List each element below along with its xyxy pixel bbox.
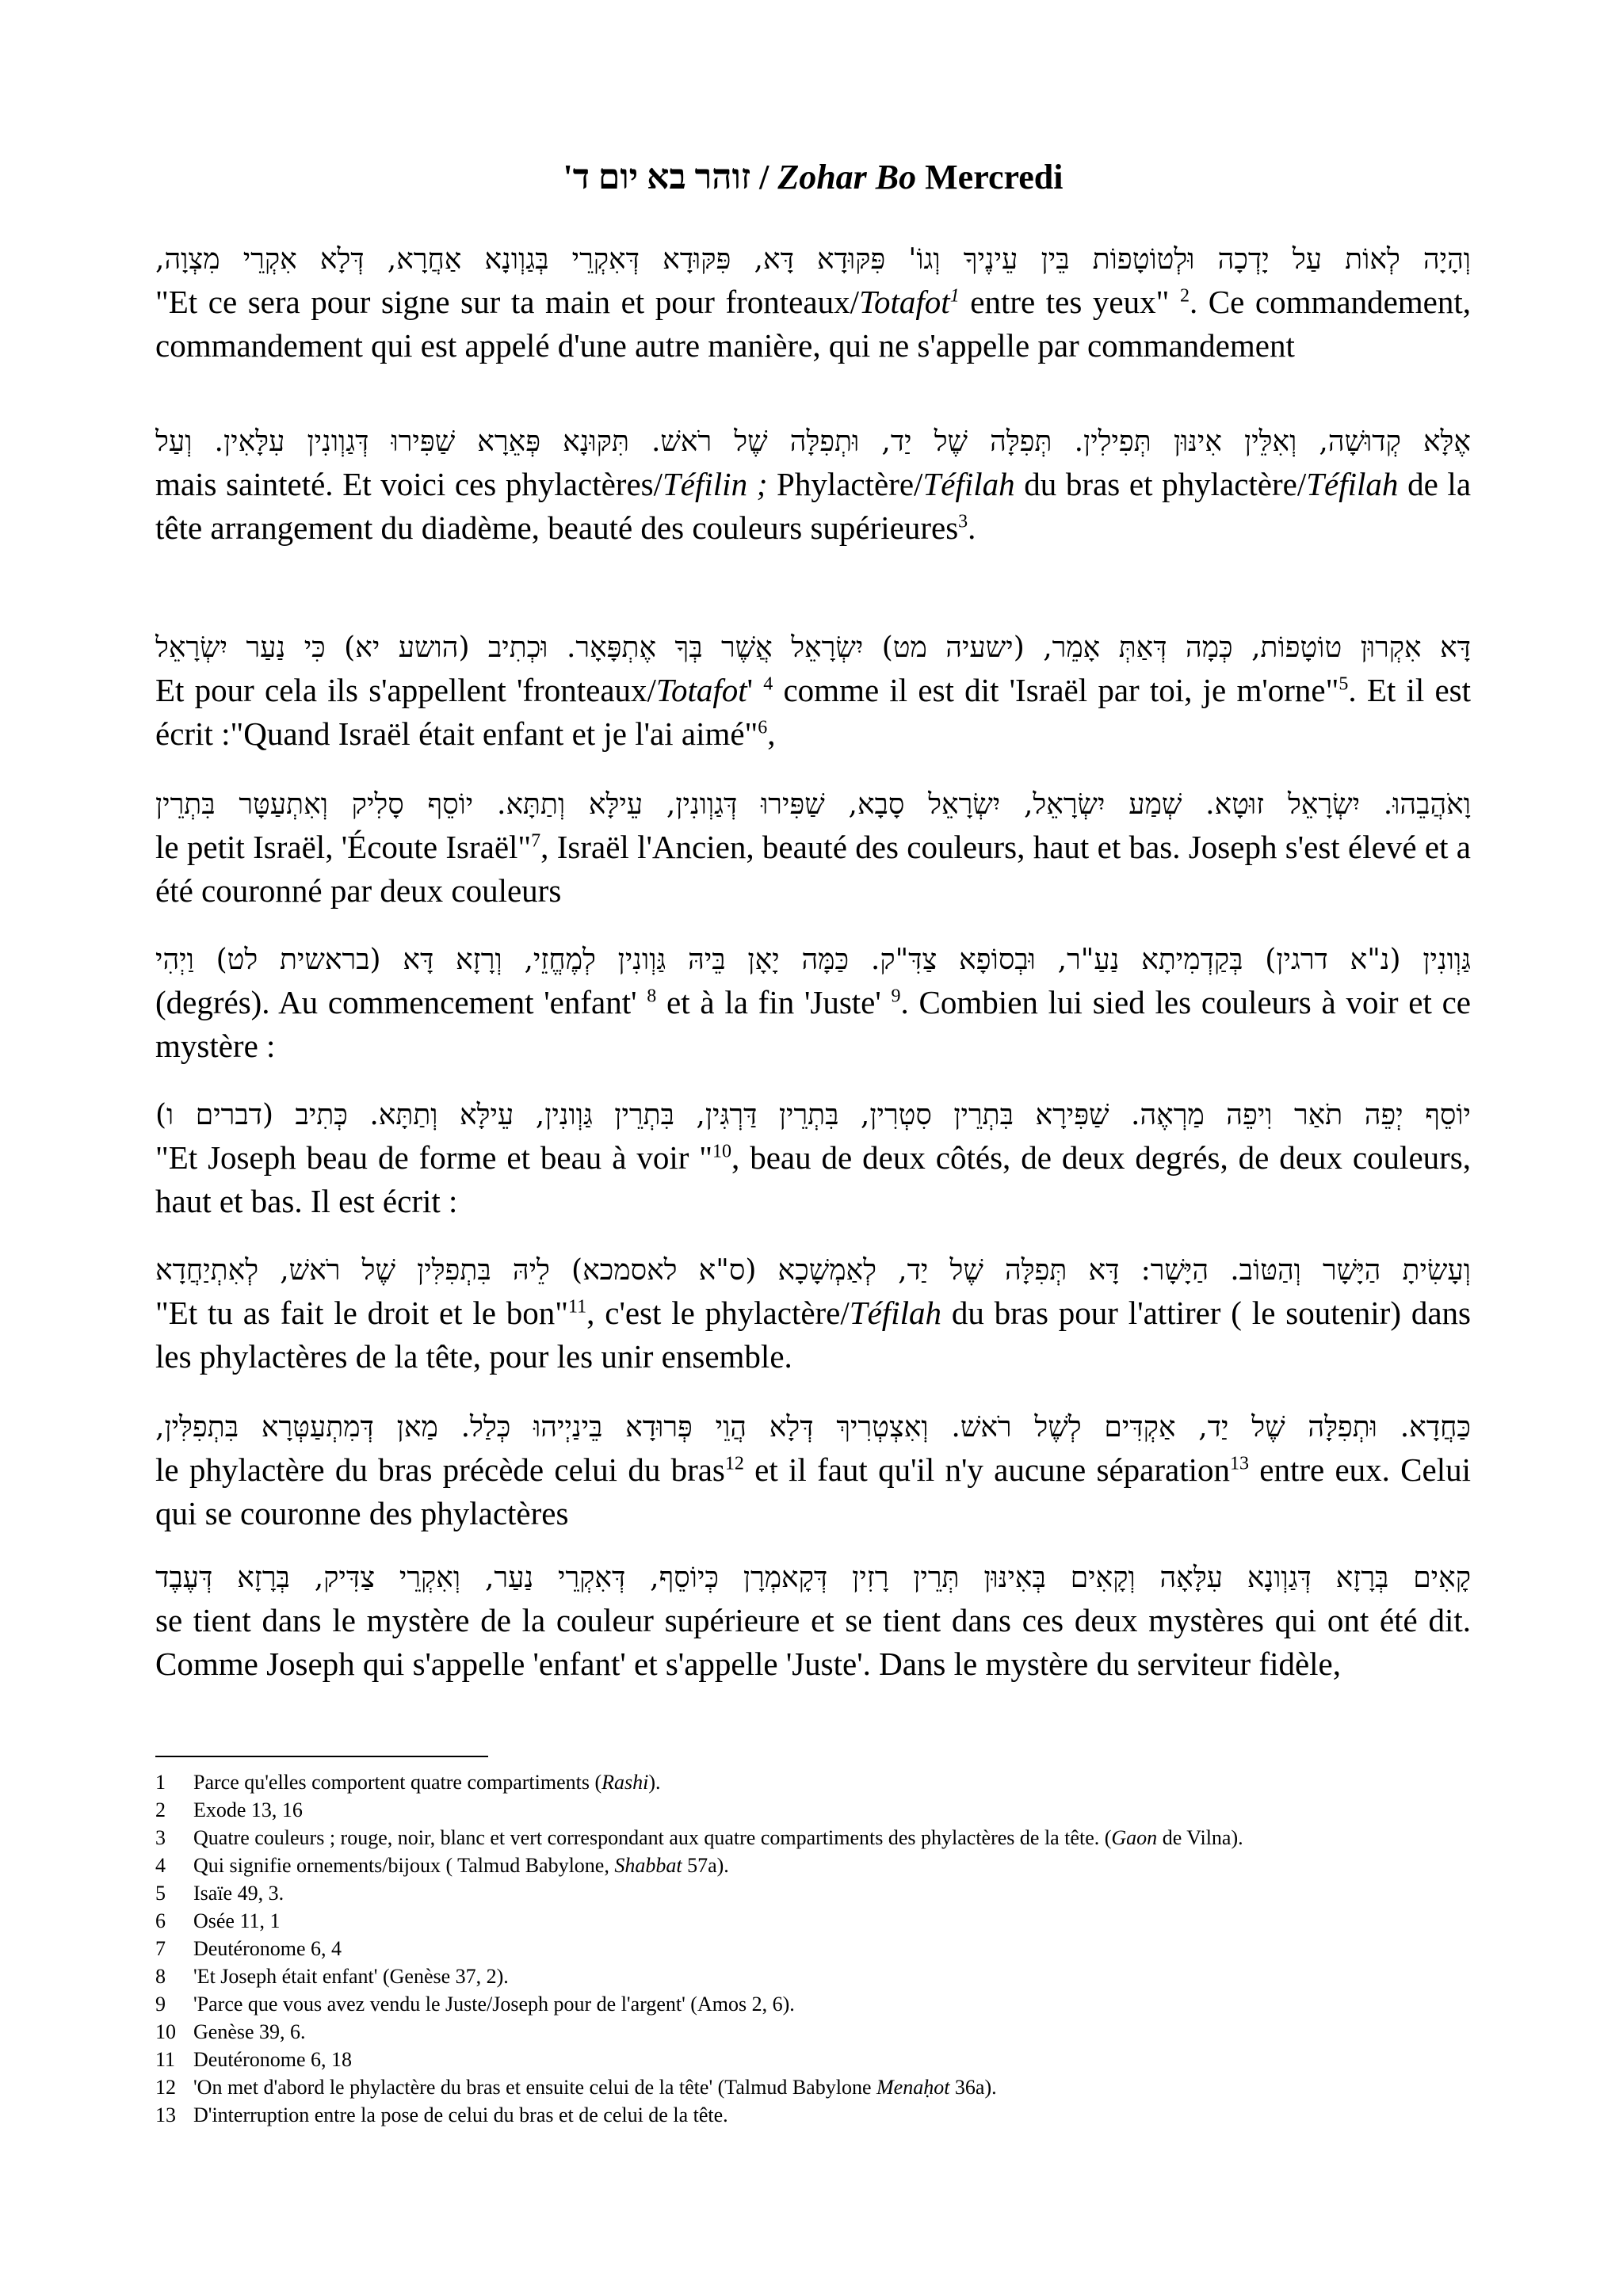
french-text	[155, 1599, 1471, 1686]
footnote-number: 3	[155, 1826, 166, 1849]
text-run: Quatre couleurs ; rouge, noir, blanc et vert correspondant aux quatre compartiments des phylactères de la tête. (	[193, 1826, 1112, 1849]
text-run: 'Parce que vous avez vendu le Juste/Joseph pour de l'argent' (Amos 2, 6).	[193, 1993, 795, 2016]
footnote-ref: 11	[568, 1296, 587, 1318]
text-run: Deutéronome 6, 18	[193, 2048, 353, 2071]
footnote	[155, 1768, 1471, 1796]
text-run: entre eux. Celui qui se couronne des phylactères	[155, 1451, 1472, 1531]
french-text	[155, 981, 1471, 1068]
title-french: Mercredi	[916, 158, 1064, 196]
text-run: Genèse 39, 6.	[193, 2020, 306, 2043]
text-run: Qui signifie ornements/bijoux ( Talmud Babylone,	[193, 1854, 615, 1877]
text-run: du bras et phylactère/	[1014, 466, 1307, 502]
paragraph	[155, 1409, 1471, 1535]
footnote-text	[193, 2073, 997, 2101]
footnote	[155, 2018, 1471, 2046]
footnote-text	[193, 1852, 729, 1879]
footnote-ref: 13	[1230, 1453, 1249, 1474]
hebrew-line: גַּוְונִין (נ"א דרגין) בְּקַדְמִיתָא נַעַ"ר, וּבְסוֹפָא צַדִּ"ק. כַּמָּה יָאָן בֵּיהּ גַּוְונִין לְמֶחֱזֵי, וְרָזָא דָּא (בראשית לט) וַיְהִי	[155, 944, 1471, 976]
text-run: entre tes yeux"	[959, 284, 1180, 320]
footnote-text	[193, 1990, 795, 2018]
hebrew-line: יוֹסֵף יְפֵה תֹאַר וִיפֵה מַרְאֶה. שַׁפִּירָא בִּתְרֵין סִטְרִין, בִּתְרֵין דַּרְגִּין, בִּתְרֵין גַּוְונִין, עֵילָּא וְתַתָּא. כְּתִיב (דברים ו)	[155, 1099, 1471, 1131]
footnote-ref: 2	[1179, 285, 1190, 307]
footnote-text	[193, 2101, 728, 2129]
french-text	[155, 463, 1471, 550]
footnote-ref-italic: 1	[949, 285, 960, 307]
text-run: '	[747, 672, 764, 708]
hebrew-line: וָאֹהֲבֵהוּ. יִשְׂרָאֵל זוּטָא. שְׁמַע יִשְׂרָאֵל, יִשְׂרָאֵל סָבָא, שַׁפִּירוּ דְּגַוְונִין, עֵילָּא וְתַתָּא. יוֹסֵף סָלִיק וְאִתְעַטָּר בִּתְרֵין	[155, 788, 1471, 821]
text-run: 36a).	[949, 2076, 997, 2099]
footnote	[155, 1935, 1471, 1962]
footnote-number: 11	[155, 2048, 176, 2071]
french-text	[155, 1291, 1471, 1379]
footnote-number: 2	[155, 1798, 166, 1821]
footnote-ref	[950, 285, 960, 306]
text-run: de Vilna).	[1157, 1826, 1243, 1849]
footnote-number: 12	[155, 2076, 176, 2099]
footnote-ref: 12	[724, 1453, 744, 1474]
text-run: D'interruption entre la pose de celui du bras et de celui de la tête.	[193, 2103, 728, 2126]
text-run: se tient dans le mystère de la couleur supérieure et se tient dans ces deux mystères qui ont été dit. Comme Joseph qui s'appelle 'enfant' et s'appelle 'Juste'. Dans le mystère du serviteur fidèle,	[155, 1602, 1471, 1682]
footnotes	[155, 1768, 1471, 2129]
text-run: Parce qu'elles comportent quatre compartiments (	[193, 1771, 602, 1794]
footnote-ref: 5	[1338, 673, 1349, 695]
text-run: le petit Israël, 'Écoute Israël"	[155, 829, 532, 865]
footnote-number: 8	[155, 1965, 166, 1988]
paragraph	[155, 786, 1471, 913]
text-run: Phylactère/	[767, 466, 923, 502]
text-run: 'On met d'abord le phylactère du bras et ensuite celui de la tête' (Talmud Babylone	[193, 2076, 876, 2099]
hebrew-line: קָאִים בְּרָזָא דְּגַוְונָא עִלָּאָה וְקָאִים בְּאִינּוּן תְּרֵין רָזִין דְּקָאמְרָן כְּיוֹסֵף, דְּאִקְרֵי נַעַר, וְאִקְרֵי צַדִּיק, בְּרָזָא דְּעֶבֶד	[155, 1562, 1471, 1594]
hebrew-line: אֶלָּא קְדוּשָׁה, וְאִלֵּין אִינּוּן תְּפִילִין. תְּפִלָּה שֶׁל יַד, וּתְפִלָּה שֶׁל רֹאשׁ. תִּקּוּנָא פְּאֵרָא שַׁפִּירוּ דְּגַוְונִין עִלָּאִין. וְעַל	[155, 425, 1471, 458]
paragraph	[155, 1559, 1471, 1686]
footnote-text	[193, 1962, 509, 1990]
footnote-ref: 4	[763, 673, 773, 695]
text-run: ).	[648, 1771, 661, 1794]
footnote-text	[193, 1907, 281, 1935]
italic-term: Menaḥot	[876, 2076, 950, 2099]
footnote-text	[193, 1768, 661, 1796]
french-text	[155, 669, 1471, 756]
french-text	[155, 826, 1471, 913]
french-text	[155, 1448, 1471, 1535]
paragraph	[155, 941, 1471, 1068]
footnote	[155, 2101, 1471, 2129]
italic-term: Téfilah	[849, 1295, 941, 1331]
hebrew-line: וְעָשִׂיתָ הַיָּשָׁר וְהַטּוֹב. הַיָּשָׁר: דָּא תְּפִלָּה שֶׁל יַד, לְאַמְשָׁכָא (ס"א לאסמכא) לֵיהּ בִּתְפִלִּין שֶׁל רֹאשׁ, לְאִתְיַחֲדָא	[155, 1254, 1471, 1287]
text-run: Osée 11, 1	[193, 1909, 281, 1932]
footnote	[155, 2046, 1471, 2073]
french-text	[155, 280, 1471, 368]
text-run: "Et tu as fait le droit et le bon"	[155, 1295, 569, 1331]
italic-term: Gaon	[1111, 1826, 1158, 1849]
page-title	[155, 155, 1471, 200]
text-run: mais sainteté. Et voici ces phylactères/	[155, 466, 663, 502]
text-run: Exode 13, 16	[193, 1798, 303, 1821]
hebrew-line: דָּא אִקְרוּן טוֹטָפוֹת, כְּמָה דְּאַתְּ אָמֵר, (ישעיה מט) יִשְׂרָאֵל אֲשֶׁר בְּךָ אֶתְפָּאָר. וּכְתִיב (הושע יא) כִּי נַעַר יִשְׂרָאֵל	[155, 631, 1471, 664]
footnote-text	[193, 1796, 303, 1824]
text-run: . Combien lui sied les couleurs à voir et ce mystère :	[155, 984, 1471, 1064]
text-run: "Et ce sera pour signe sur ta main et pour fronteaux/	[155, 284, 859, 320]
text-run: .	[968, 509, 976, 546]
footnote-number: 10	[155, 2020, 176, 2043]
text-run: Et pour cela ils s'appellent 'fronteaux/	[155, 672, 656, 708]
italic-term: Shabbat	[614, 1854, 682, 1877]
footnote-ref: 8	[647, 986, 657, 1007]
text-run: Isaïe 49, 3.	[193, 1882, 285, 1905]
footnote-number: 4	[155, 1854, 166, 1877]
text-run: ,	[767, 715, 776, 752]
footnote	[155, 1879, 1471, 1907]
title-italic: Zohar Bo	[777, 158, 917, 196]
italic-term: Téfilin ;	[663, 466, 768, 502]
text-run: 'Et Joseph était enfant' (Genèse 37, 2).	[193, 1965, 509, 1988]
footnote-ref: 3	[958, 511, 968, 532]
paragraph	[155, 1252, 1471, 1379]
text-run: de la tête arrangement du diadème, beauté des couleurs supérieures	[155, 466, 1472, 546]
paragraph	[155, 241, 1471, 368]
text-run: , Israël l'Ancien, beauté des couleurs, haut et bas. Joseph s'est élevé et a été couronné par deux couleurs	[155, 829, 1472, 909]
footnote-number: 13	[155, 2103, 176, 2126]
footnote-text	[193, 1935, 342, 1962]
title-separator: /	[750, 158, 778, 196]
text-run: "Et Joseph beau de forme et beau à voir "	[155, 1139, 713, 1176]
footnote-number: 9	[155, 1993, 166, 2016]
footnote-number: 1	[155, 1771, 166, 1794]
text-run: (degrés). Au commencement 'enfant'	[155, 984, 647, 1020]
italic-term: Téfilah	[922, 466, 1015, 502]
text-run: du bras pour l'attirer ( le soutenir) dans les phylactères de la tête, pour les unir ensemble.	[155, 1295, 1471, 1375]
text-run: . Et il est écrit :"Quand Israël était enfant et je l'ai aimé"	[155, 672, 1472, 752]
italic-term: Rashi	[601, 1771, 649, 1794]
footnote-separator	[155, 1756, 488, 1757]
footnote	[155, 1907, 1471, 1935]
paragraph	[155, 629, 1471, 756]
italic-term: Téfilah	[1306, 466, 1399, 502]
text-run: et à la fin 'Juste'	[656, 984, 892, 1020]
text-run: , c'est le phylactère/	[586, 1295, 850, 1331]
paragraph	[155, 423, 1471, 550]
footnote-number: 5	[155, 1882, 166, 1905]
hebrew-line: כַּחֲדָא. וּתְפִלָּה שֶׁל יַד, אַקְדִּים לְשֶׁל רֹאשׁ. וְאִצְטְרִיךְ דְּלָא הֲוֵי פְּרוּדָא בֵּינַיְיהוּ כְּלַל. מַאן דְּמִתְעַטְּרָא בִּתְפִלִּין,	[155, 1411, 1471, 1444]
text-run: comme il est dit 'Israël par toi, je m'orne"	[773, 672, 1339, 708]
hebrew-line: וְהָיָה לְאוֹת עַל יָדְכָה וּלְטוֹטָפוֹת בֵּין עֵינֶיךָ וְגוֹ' פִּקּוּדָא דָּא, פִּקּוּדָא דְּאִקְרֵי בְּגַוְונָא אַחֲרָא, דְּלָא אִקְרֵי מִצְוָה,	[155, 243, 1471, 276]
text-run: et il faut qu'il n'y aucune séparation	[743, 1451, 1230, 1488]
paragraph	[155, 1097, 1471, 1223]
footnote-ref: 7	[531, 830, 541, 852]
footnote	[155, 1852, 1471, 1879]
footnote-text	[193, 2018, 306, 2046]
footnote	[155, 2073, 1471, 2101]
footnote	[155, 1962, 1471, 1990]
text-run: le phylactère du bras précède celui du bras	[155, 1451, 725, 1488]
footnote-text	[193, 2046, 352, 2073]
footnote-ref: 10	[712, 1141, 732, 1162]
text-run: 57a).	[682, 1854, 729, 1877]
footnote	[155, 1796, 1471, 1824]
footnote-number: 7	[155, 1937, 166, 1960]
footnote-text	[193, 1824, 1243, 1852]
footnote-text	[193, 1879, 284, 1907]
italic-term: Totafot	[655, 672, 747, 708]
text-run: . Ce commandement, commandement qui est appelé d'une autre manière, qui ne s'appelle par commandement	[155, 284, 1471, 364]
french-text	[155, 1136, 1471, 1223]
text-run: Deutéronome 6, 4	[193, 1937, 342, 1960]
title-hebrew: זוהר בא יום ד'	[563, 158, 751, 196]
footnote	[155, 1990, 1471, 2018]
italic-term: Totafot	[858, 284, 950, 320]
footnote-number: 6	[155, 1909, 166, 1932]
footnote-ref: 6	[758, 717, 768, 738]
text-run: , beau de deux côtés, de deux degrés, de deux couleurs, haut et bas. Il est écrit :	[155, 1139, 1471, 1219]
footnote	[155, 1824, 1471, 1852]
footnote-ref: 9	[891, 986, 901, 1007]
